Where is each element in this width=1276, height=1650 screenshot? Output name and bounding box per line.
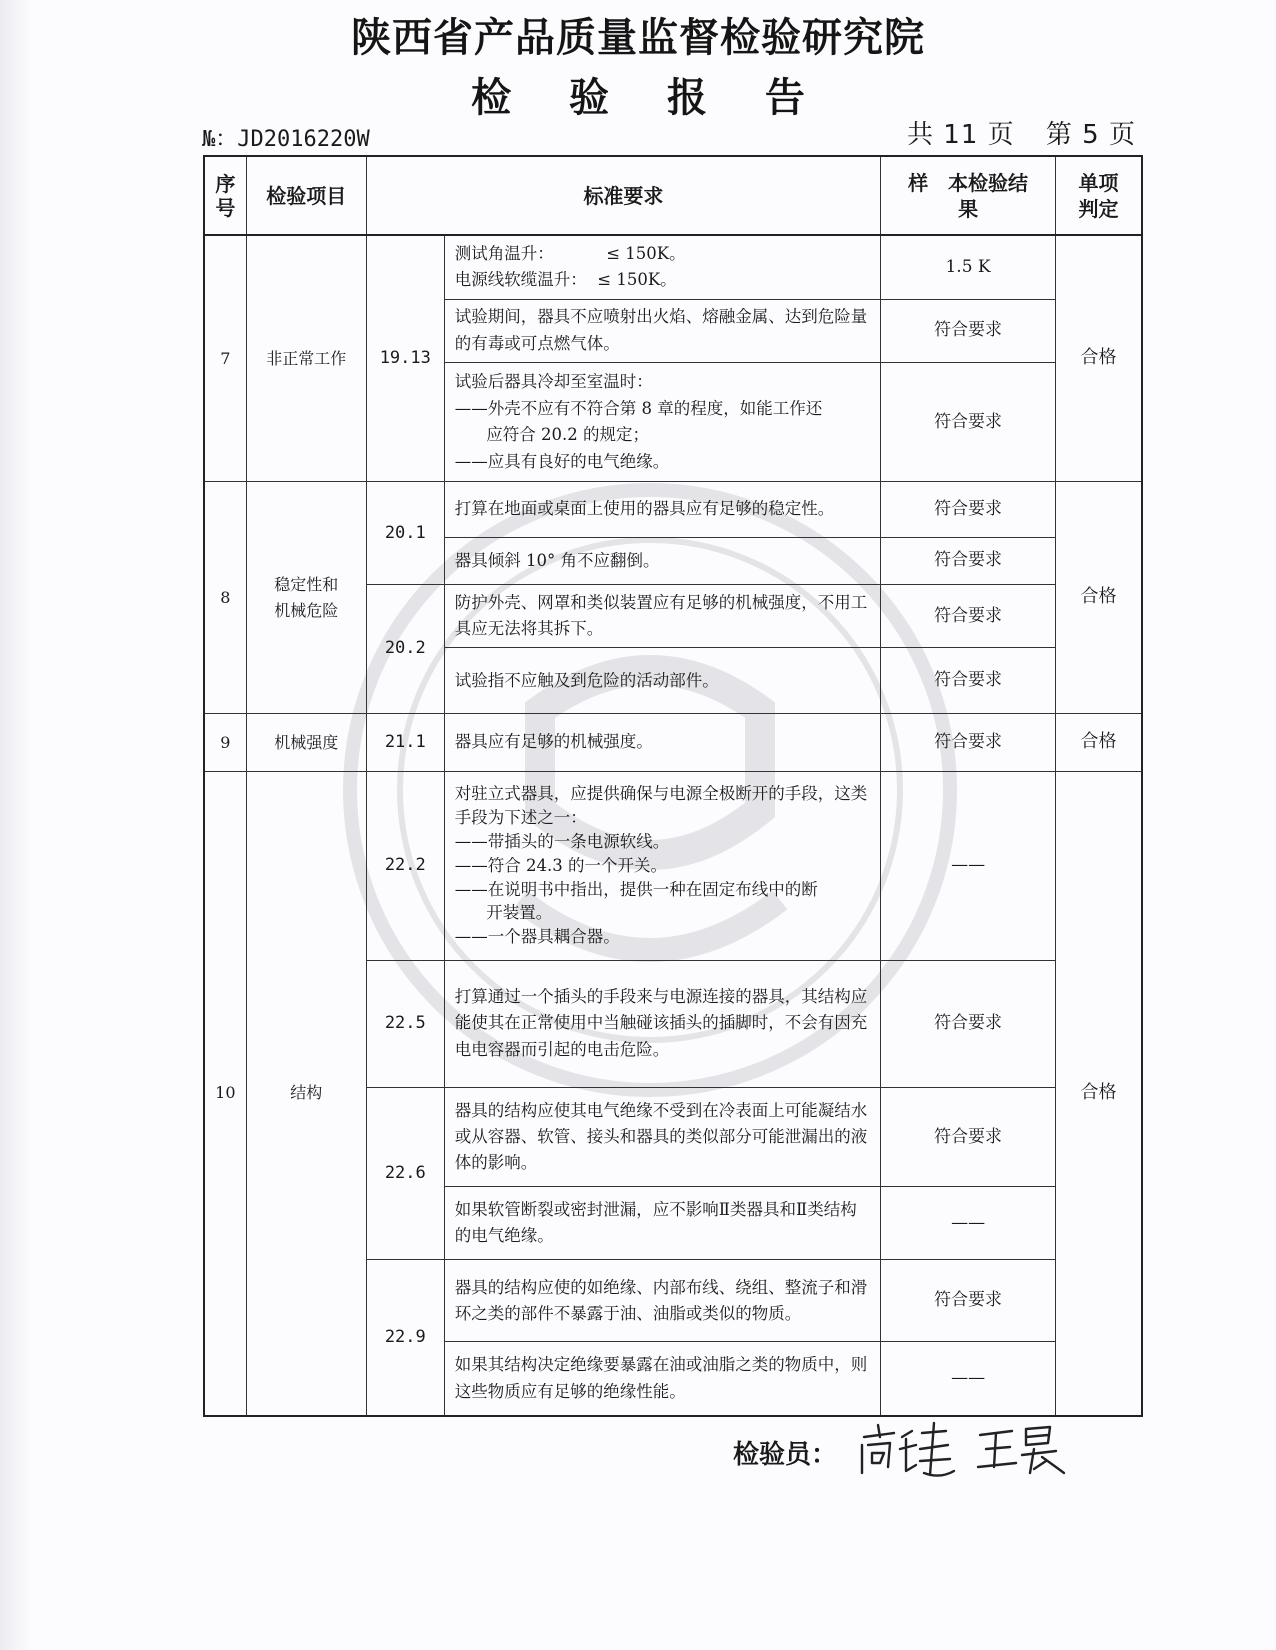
row-requirement: 如果软管断裂或密封泄漏，应不影响Ⅱ类器具和Ⅱ类结构的电气绝缘。 <box>444 1187 880 1260</box>
row-clause: 20.1 <box>366 482 444 585</box>
row-clause: 22.9 <box>366 1260 444 1416</box>
row-judgement: 合格 <box>1056 235 1142 482</box>
row-result: 符合要求 <box>881 584 1056 647</box>
row-requirement: 对驻立式器具，应提供确保与电源全极断开的手段，这类手段为下述之一： ——带插头的一条电源软线。 ——符合 24.3 的一个开关。 ——在说明书中指出，提供一种在固定布线中的断 开装置。 ——一个器具耦合器。 <box>444 771 880 960</box>
row-requirement: 器具应有足够的机械强度。 <box>444 714 880 772</box>
row-clause: 21.1 <box>366 714 444 772</box>
report-title: 检 验 报 告 <box>471 75 827 121</box>
table-header-row <box>204 156 1142 235</box>
row-requirement: 试验指不应触及到危险的活动部件。 <box>444 648 880 714</box>
row-result: 符合要求 <box>881 1087 1056 1187</box>
row-requirement: 器具的结构应使的如绝缘、内部布线、绕组、整流子和滑环之类的部件不暴露于油、油脂或类似的物质。 <box>444 1260 880 1342</box>
row-item: 结构 <box>246 771 366 1416</box>
row-requirement: 试验期间，器具不应喷射出火焰、熔融金属、达到危险量的有毒或可点燃气体。 <box>444 299 880 363</box>
report-number: №：JD2016220W <box>202 127 370 152</box>
col-header-item: 检验项目 <box>246 156 366 235</box>
row-judgement: 合格 <box>1056 482 1142 714</box>
row-requirement: 如果其结构决定绝缘要暴露在油或油脂之类的物质中，则这些物质应有足够的绝缘性能。 <box>444 1342 880 1416</box>
row-no: 10 <box>204 771 246 1416</box>
table-row <box>204 714 1142 772</box>
row-result: —— <box>881 771 1056 960</box>
row-result: 符合要求 <box>881 537 1056 584</box>
table-row <box>204 235 1142 299</box>
row-clause: 19.13 <box>366 235 444 482</box>
row-result: 符合要求 <box>881 363 1056 482</box>
row-judgement: 合格 <box>1056 771 1142 1416</box>
row-item: 稳定性和 机械危险 <box>246 482 366 714</box>
row-clause: 20.2 <box>366 584 444 713</box>
col-header-no: 序号 <box>204 156 246 235</box>
row-result: 符合要求 <box>881 714 1056 772</box>
row-result: 符合要求 <box>881 482 1056 537</box>
table-row <box>204 482 1142 537</box>
row-requirement: 打算在地面或桌面上使用的器具应有足够的稳定性。 <box>444 482 880 537</box>
total-pages: 共 11 页 <box>907 120 1015 150</box>
row-clause: 22.6 <box>366 1087 444 1259</box>
row-requirement: 试验后器具冷却至室温时： ——外壳不应有不符合第 8 章的程度，如能工作还 应符合 20.2 的规定； ——应具有良好的电气绝缘。 <box>444 363 880 482</box>
row-no: 8 <box>204 482 246 714</box>
row-clause: 22.2 <box>366 771 444 960</box>
row-clause: 22.5 <box>366 960 444 1087</box>
row-requirement: 器具倾斜 10° 角不应翻倒。 <box>444 537 880 584</box>
row-result: 符合要求 <box>881 960 1056 1087</box>
row-result: 1.5 K <box>881 235 1056 299</box>
row-requirement: 防护外壳、网罩和类似装置应有足够的机械强度，不用工具应无法将其拆下。 <box>444 584 880 647</box>
row-requirement: 器具的结构应使其电气绝缘不受到在冷表面上可能凝结水或从容器、软管、接头和器具的类似部分可能泄漏出的液体的影响。 <box>444 1087 880 1187</box>
row-result: 符合要求 <box>881 299 1056 363</box>
row-no: 9 <box>204 714 246 772</box>
institute-title: 陕西省产品质量监督检验研究院 <box>351 15 925 61</box>
inspector-signature <box>850 1415 1080 1485</box>
row-result: 符合要求 <box>881 1260 1056 1342</box>
row-requirement: 打算通过一个插头的手段来与电源连接的器具，其结构应能使其在正常使用中当触碰该插头的插脚时，不会有因充电电容器而引起的电击危险。 <box>444 960 880 1087</box>
row-result: 符合要求 <box>881 648 1056 714</box>
col-header-judgement: 单项判定 <box>1056 156 1142 235</box>
row-result: —— <box>881 1342 1056 1416</box>
row-judgement: 合格 <box>1056 714 1142 772</box>
row-no: 7 <box>204 235 246 482</box>
inspection-table <box>203 155 1143 1417</box>
col-header-requirement: 标准要求 <box>366 156 880 235</box>
table-row <box>204 771 1142 960</box>
row-requirement: 测试角温升： ≤ 150K。 电源线软缆温升： ≤ 150K。 <box>444 235 880 299</box>
row-item: 机械强度 <box>246 714 366 772</box>
row-item: 非正常工作 <box>246 235 366 482</box>
row-result: —— <box>881 1187 1056 1260</box>
page-info <box>885 114 1136 151</box>
col-header-result: 样 本检验结果 <box>881 156 1056 235</box>
page-edge <box>0 0 32 1650</box>
current-page: 第 5 页 <box>1045 120 1136 150</box>
inspector-label: 检验员： <box>733 1440 838 1470</box>
